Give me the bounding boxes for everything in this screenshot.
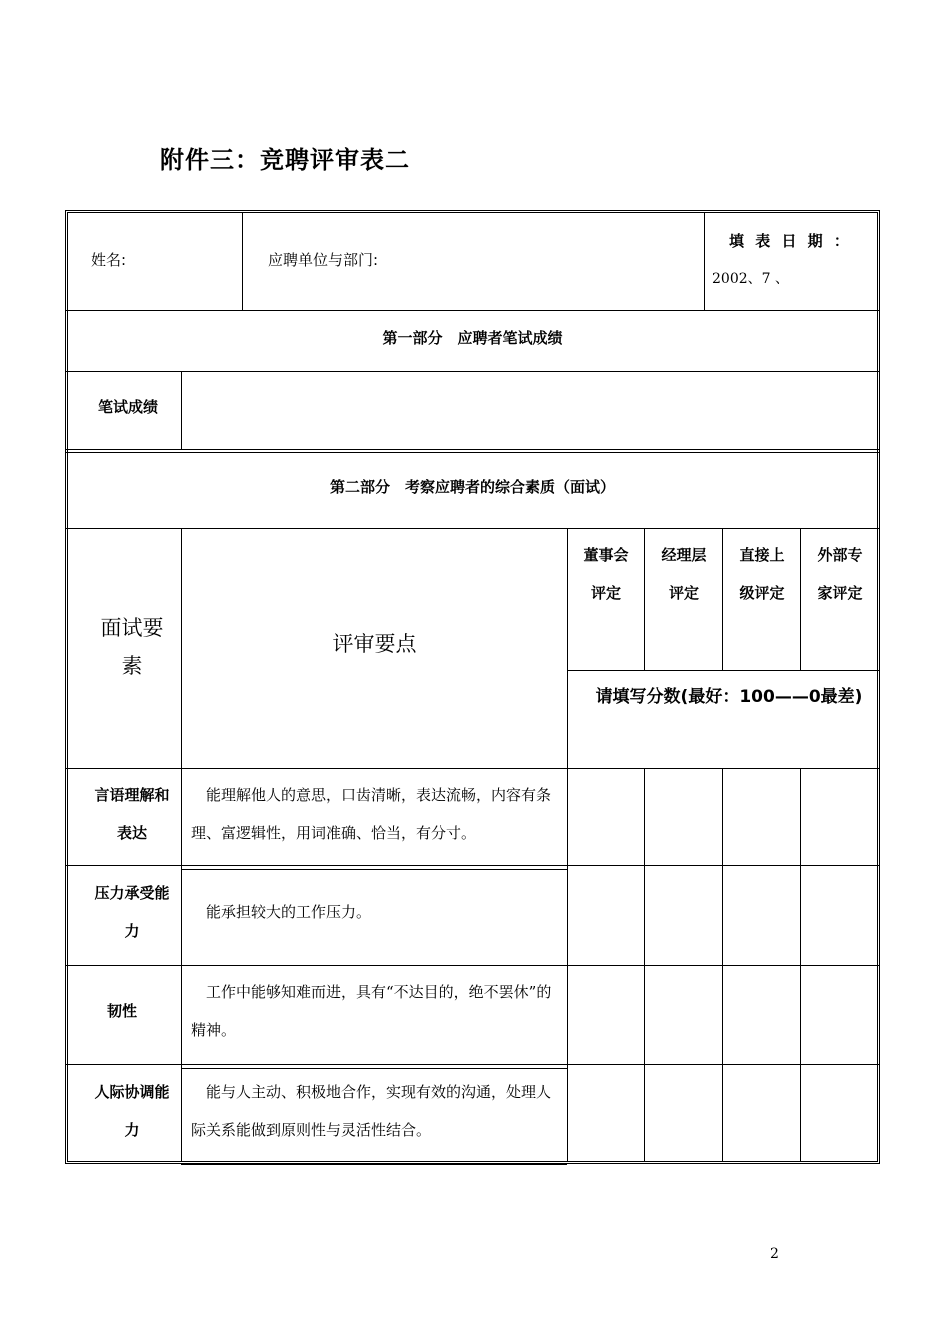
table-rule [181,1164,567,1165]
date-label: 填 表 日 期 ： [729,232,852,250]
table-rule [722,528,723,670]
table-rule [181,528,182,1162]
manager-rating-header: 经理层评定 [661,546,707,602]
table-rule [644,768,645,1162]
table-rule [181,1068,567,1069]
table-rule [722,768,723,1162]
interview-element-header: 面试要素 [100,616,164,678]
part2-heading: 第二部分 考察应聘者的综合素质（面试） [329,478,615,496]
table-rule [66,371,879,372]
part1-heading: 第一部分 应聘者笔试成绩 [382,329,563,347]
score-instruction: 请填写分数(最好：100——0最差) [595,687,863,707]
superior-rating-header: 直接上级评定 [739,546,785,602]
table-rule [704,212,705,310]
page-number: 2 [770,1246,779,1262]
table-rule [66,452,879,453]
expert-rating-header: 外部专家评定 [817,546,863,602]
row-points: 能理解他人的意思，口齿清晰，表达流畅，内容有条理、富逻辑性，用词准确、恰当，有分寸。 [191,786,552,842]
row-element: 人际协调能力 [94,1083,170,1139]
table-rule [567,670,879,671]
row-element: 言语理解和表达 [94,786,170,842]
written-score-label: 笔试成绩 [98,398,159,416]
table-rule [800,768,801,1162]
page-title: 附件三：竞聘评审表二 [160,146,410,174]
table-rule [242,212,243,310]
table-rule [644,528,645,670]
row-points: 工作中能够知难而进，具有“不达目的，绝不罢休”的精神。 [191,983,552,1039]
row-element: 韧性 [106,1002,137,1020]
table-rule [66,865,879,866]
row-points: 能承担较大的工作压力。 [206,903,372,921]
department-label: 应聘单位与部门: [268,251,379,269]
table-rule [181,869,567,870]
table-rule [66,449,879,450]
table-rule [66,528,879,529]
review-points-header: 评审要点 [332,632,417,656]
name-label: 姓名: [91,251,127,269]
row-element: 压力承受能力 [94,884,170,940]
table-rule [66,1064,879,1065]
date-value: 2002、7 、 [712,271,789,287]
table-rule [567,528,568,1162]
row-points: 能与人主动、积极地合作，实现有效的沟通，处理人际关系能做到原则性与灵活性结合。 [191,1083,552,1139]
table-rule [800,528,801,670]
table-rule [66,768,879,769]
board-rating-header: 董事会评定 [583,546,629,602]
table-rule [66,965,879,966]
table-rule [181,371,182,449]
table-rule [66,310,879,311]
